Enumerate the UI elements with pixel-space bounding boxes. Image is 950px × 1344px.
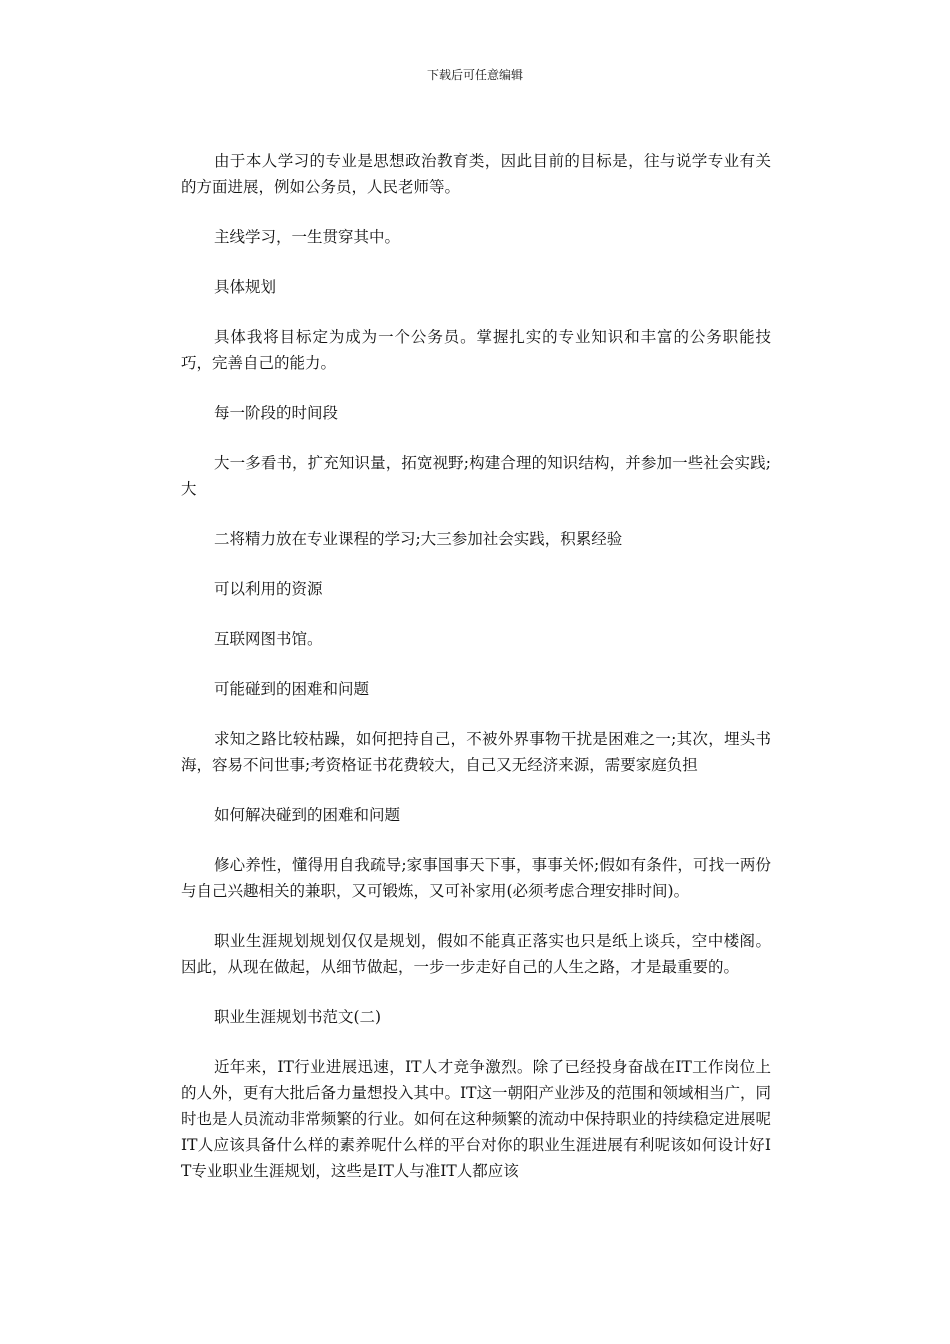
heading-resources: 可以利用的资源	[214, 580, 323, 598]
heading-sample-two: 职业生涯规划书范文(二)	[214, 1008, 382, 1026]
paragraph-conclusion: 职业生涯规划规划仅仅是规划，假如不能真正落实也只是纸上谈兵，空中楼阁。因此，从现在做起，从细节做起，一步一步走好自己的人生之路，才是最重要的。	[181, 932, 771, 976]
paragraph-resources: 互联网图书馆。	[214, 630, 323, 648]
paragraph-specific-plan: 具体我将目标定为成为一个公务员。掌握扎实的专业知识和丰富的公务职能技巧，完善自己的能力。	[181, 328, 771, 372]
paragraph-year-two-three: 二将精力放在专业课程的学习;大三参加社会实践，积累经验	[214, 530, 623, 548]
paragraph-it-industry: 近年来，IT行业进展迅速，IT人才竞争激烈。除了已经投身奋战在IT工作岗位上的人外，更有大批后备力量想投入其中。IT这一朝阳产业涉及的范围和领域相当广，同时也是人员流动非常频繁的行业。如何在这种频繁的流动中保持职业的持续稳定进展呢IT人应该具备什么样的素养呢什么样的平台对你的职业生涯进展有利呢该如何设计好IT专业职业生涯规划，这些是IT人与准IT人都应该	[181, 1058, 771, 1180]
paragraph-goal: 由于本人学习的专业是思想政治教育类，因此目前的目标是，往与说学专业有关的方面进展，例如公务员，人民老师等。	[181, 152, 771, 196]
heading-time-stages: 每一阶段的时间段	[214, 404, 339, 422]
paragraph-solutions: 修心养性，懂得用自我疏导;家事国事天下事，事事关怀;假如有条件，可找一两份与自己兴趣相关的兼职，又可锻炼，又可补家用(必须考虑合理安排时间)。	[181, 856, 771, 900]
page-header-note: 下载后可任意编辑	[426, 68, 523, 82]
paragraph-difficulties: 求知之路比较枯躁，如何把持自己，不被外界事物干扰是困难之一;其次，埋头书海，容易不问世事;考资格证书花费较大，自己又无经济来源，需要家庭负担	[181, 730, 771, 774]
heading-solutions: 如何解决碰到的困难和问题	[214, 806, 401, 824]
heading-specific-plan: 具体规划	[214, 278, 277, 296]
heading-difficulties: 可能碰到的困难和问题	[214, 680, 370, 698]
document-body	[181, 148, 771, 1208]
paragraph-main-line: 主线学习，一生贯穿其中。	[214, 228, 401, 246]
paragraph-year-one: 大一多看书，扩充知识量，拓宽视野;构建合理的知识结构，并参加一些社会实践;大	[181, 454, 771, 498]
